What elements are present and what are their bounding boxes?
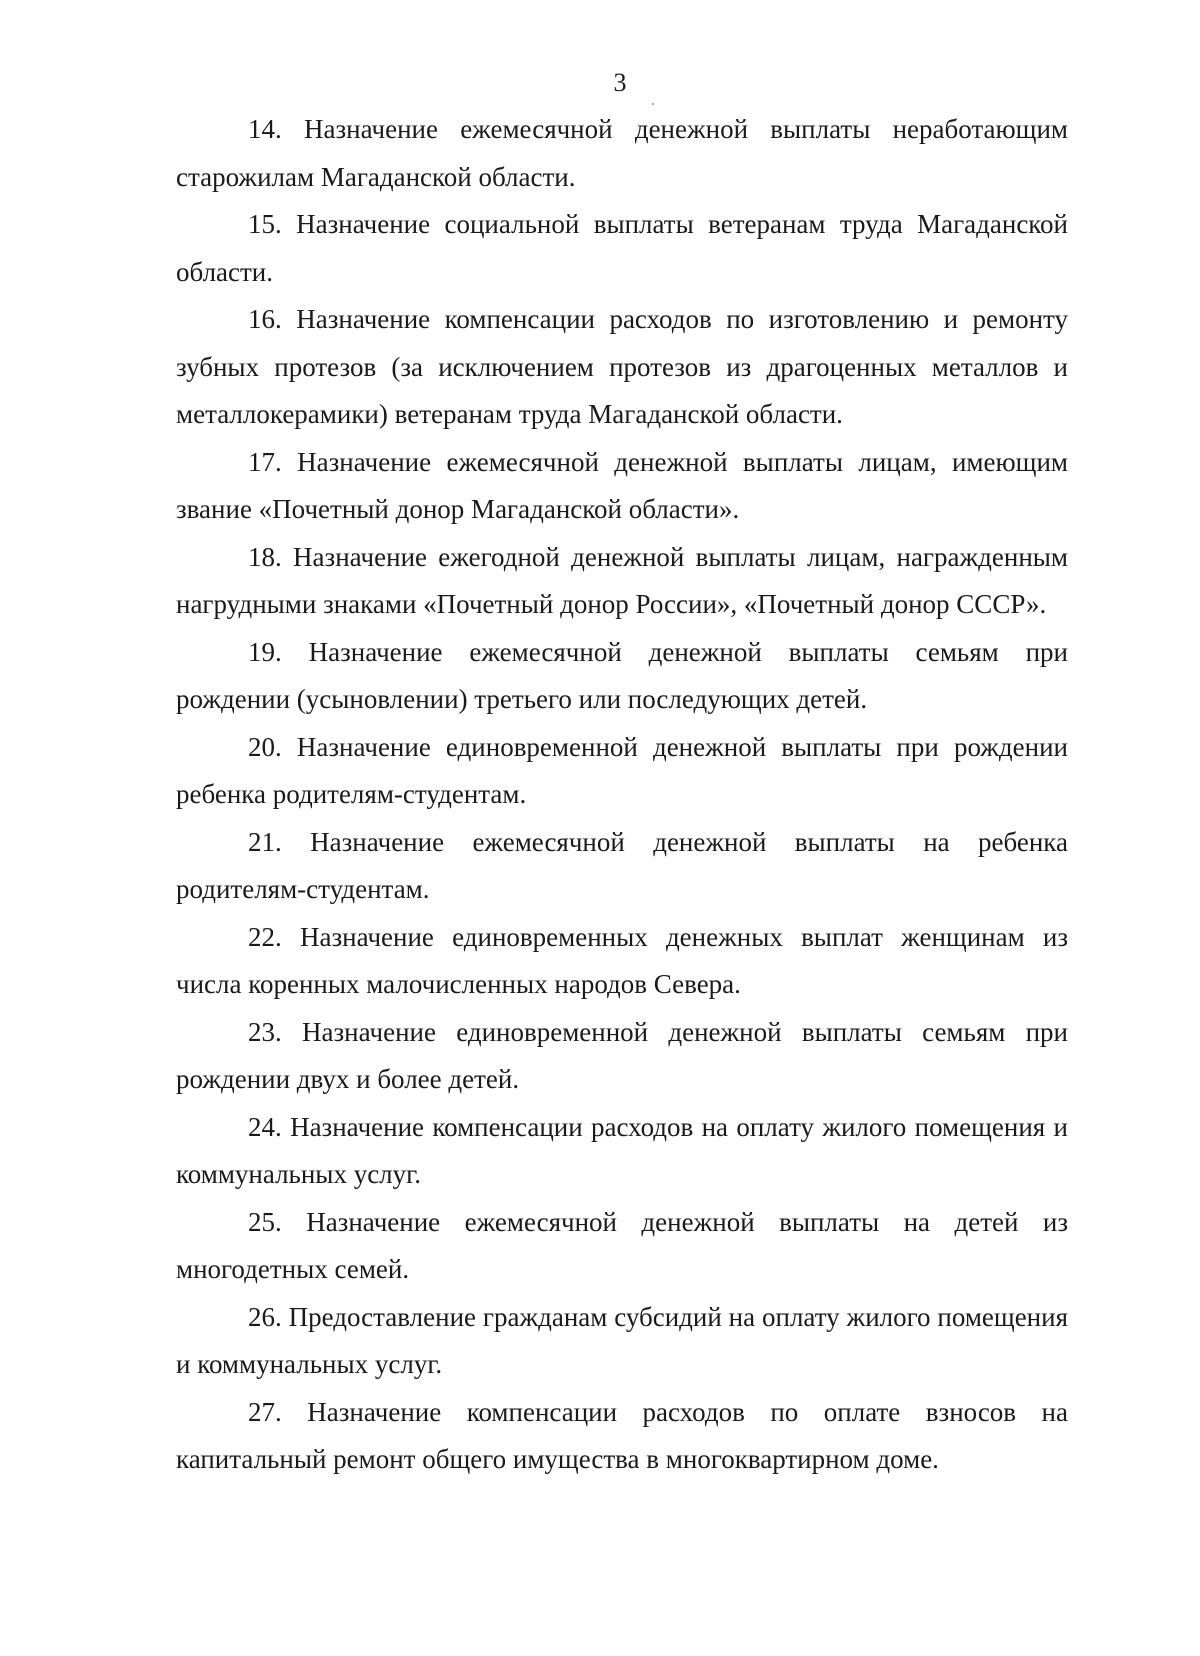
list-item-19: 19. Назначение ежемесячной денежной выплаты семьям при рождении (усыновлении) третьего или последующих детей. — [176, 636, 1068, 714]
list-item-22: 22. Назначение единовременных денежных выплат женщинам из числа коренных малочисленных народов Севера. — [176, 921, 1068, 999]
list-item-18: 18. Назначение ежегодной денежной выплаты лицам, награжденным нагрудными знаками «Почетный донор России», «Почетный донор СССР». — [176, 541, 1068, 619]
services-list — [176, 106, 1068, 1484]
scan-speck — [652, 103, 654, 105]
page-number: 3 — [613, 68, 627, 97]
list-item-27: 27. Назначение компенсации расходов по оплате взносов на капитальный ремонт общего имущества в многоквартирном доме. — [176, 1396, 1068, 1474]
list-item-21: 21. Назначение ежемесячной денежной выплаты на ребенка родителям-студентам. — [176, 826, 1068, 904]
list-item-17: 17. Назначение ежемесячной денежной выплаты лицам, имеющим звание «Почетный донор Магаданской области». — [176, 446, 1068, 524]
list-item-14: 14. Назначение ежемесячной денежной выплаты неработающим старожилам Магаданской области. — [176, 114, 1068, 192]
list-item-25: 25. Назначение ежемесячной денежной выплаты на детей из многодетных семей. — [176, 1206, 1068, 1284]
list-item-15: 15. Назначение социальной выплаты ветеранам труда Магаданской области. — [176, 209, 1068, 287]
list-item-20: 20. Назначение единовременной денежной выплаты при рождении ребенка родителям-студентам. — [176, 731, 1068, 809]
list-item-16: 16. Назначение компенсации расходов по изготовлению и ремонту зубных протезов (за исключением протезов из драгоценных металлов и металлокерамики) ветеранам труда Магаданской области. — [176, 304, 1068, 429]
list-item-26: 26. Предоставление гражданам субсидий на оплату жилого помещения и коммунальных услуг. — [176, 1301, 1068, 1379]
list-item-23: 23. Назначение единовременной денежной выплаты семьям при рождении двух и более детей. — [176, 1016, 1068, 1094]
list-item-24: 24. Назначение компенсации расходов на оплату жилого помещения и коммунальных услуг. — [176, 1111, 1068, 1189]
